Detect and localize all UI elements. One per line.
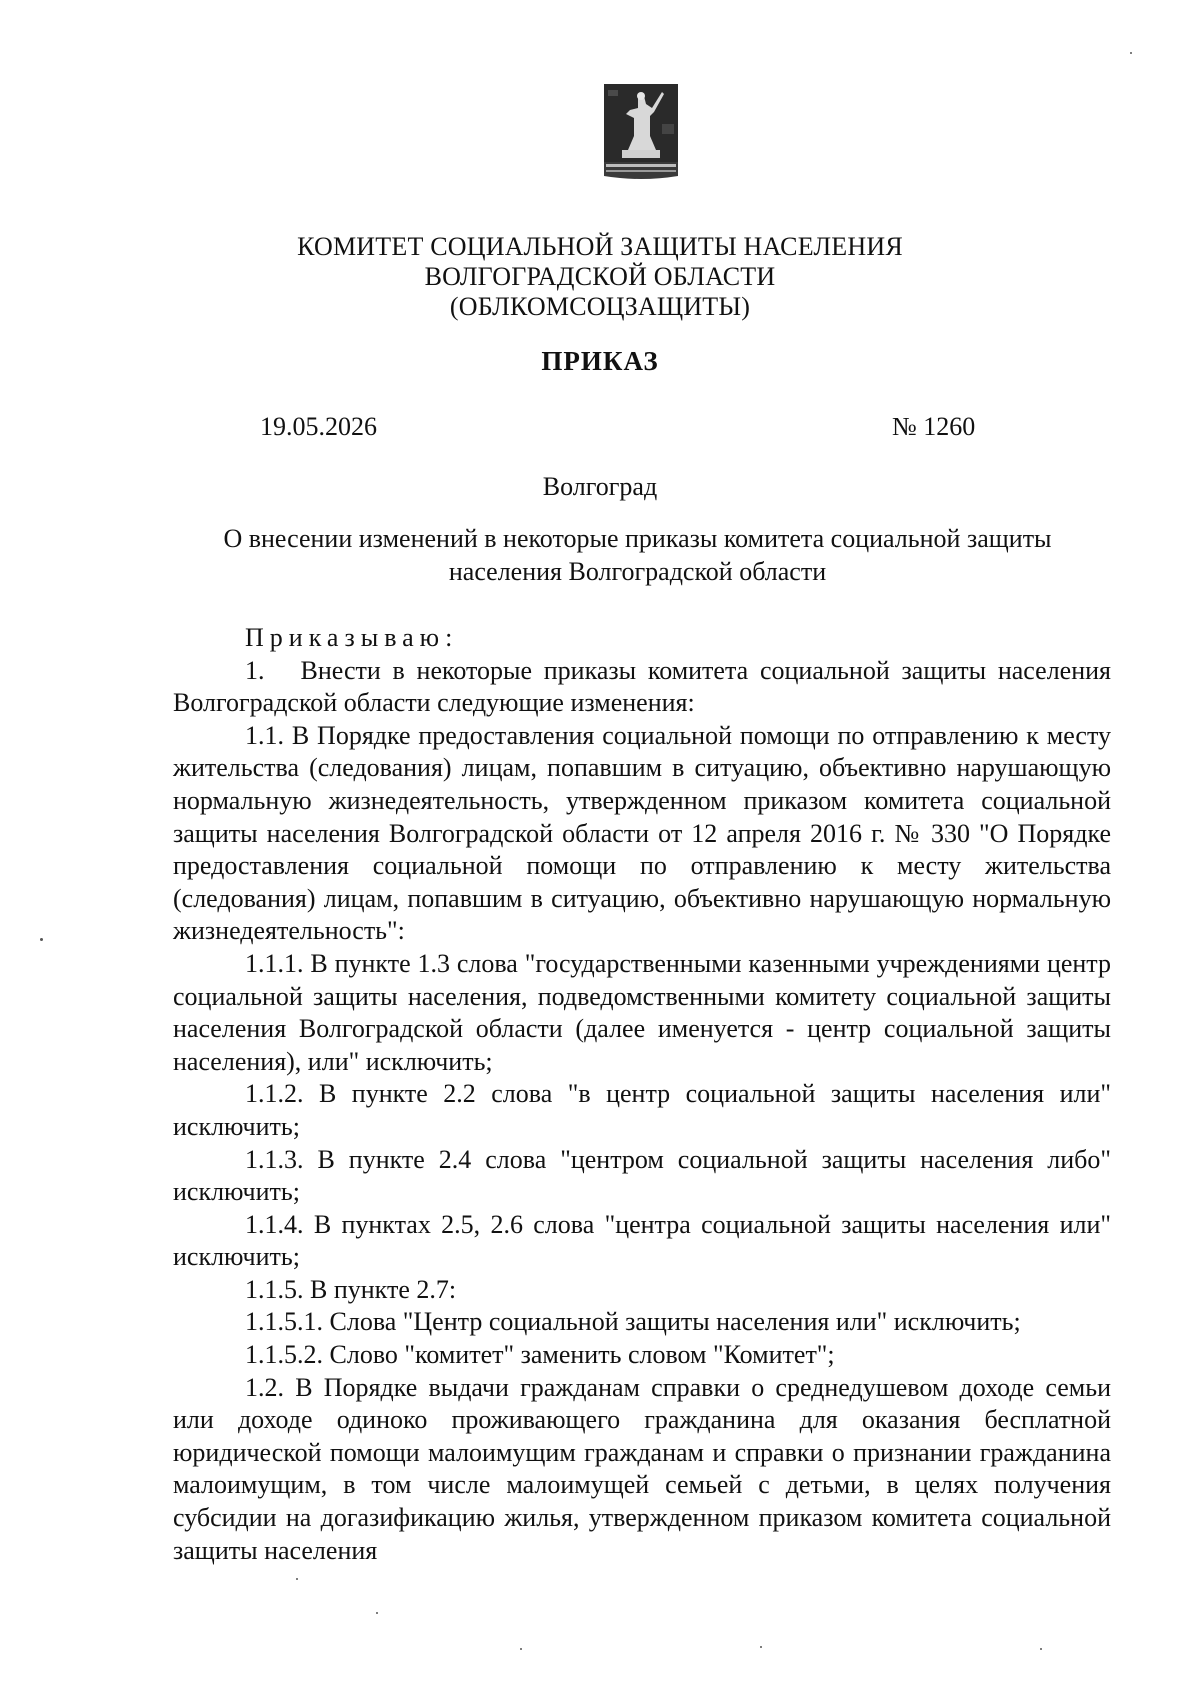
paragraph-1-1-2: 1.1.2. В пункте 2.2 слова "в центр социальной защиты населения или" исключить; xyxy=(173,1079,1111,1141)
committee-name-line2: ВОЛГОГРАДСКОЙ ОБЛАСТИ xyxy=(424,262,776,291)
committee-name-line1: КОМИТЕТ СОЦИАЛЬНОЙ ЗАЩИТЫ НАСЕЛЕНИЯ xyxy=(297,232,903,261)
scan-speck xyxy=(760,1646,762,1648)
scan-speck xyxy=(376,1612,378,1614)
order-number: № 1260 xyxy=(892,412,976,441)
scan-speck xyxy=(1130,52,1132,54)
scan-speck xyxy=(1040,1648,1042,1650)
scan-speck xyxy=(520,1648,522,1650)
volgograd-emblem-icon xyxy=(604,84,678,180)
paragraph-1-number: 1. xyxy=(245,655,265,685)
order-intro: Приказываю: xyxy=(245,623,459,652)
order-city: Волгоград xyxy=(542,472,658,501)
order-body xyxy=(173,622,1111,1567)
paragraph-1-1-5: 1.1.5. В пункте 2.7: xyxy=(245,1274,457,1304)
paragraph-1-1-5-1: 1.1.5.1. Слова "Центр социальной защиты населения или" исключить; xyxy=(245,1307,1021,1337)
paragraph-1-text: Внести в некоторые приказы комитета социальной защиты населения Волгоградской области следующие изменения: xyxy=(173,655,1111,718)
paragraph-1-1: 1.1. В Порядке предоставления социальной помощи по отправлению к месту жительства (следования) лицам, попавшим в ситуацию, объективно нарушающую нормальную жизнедеятельность, утвержденном приказом комитета социальной защиты населения Волгоградской области от 12 апреля 2016 г. № 330 "О Порядке предоставления социальной помощи по отправлению к месту жительства (следования) лицам, попавшим в ситуацию, объективно нарушающую нормальную жизнедеятельность": xyxy=(173,720,1111,946)
subject-line1: О внесении изменений в некоторые приказы комитета социальной защиты xyxy=(223,524,1052,553)
committee-abbreviation: (ОБЛКОМСОЦЗАЩИТЫ) xyxy=(449,292,751,321)
paragraph-1-1-3: 1.1.3. В пункте 2.4 слова "центром социальной защиты населения либо" исключить; xyxy=(173,1144,1111,1207)
order-date: 19.05.2026 xyxy=(260,412,377,441)
paragraph-1-1-1: 1.1.1. В пункте 1.3 слова "государственными казенными учреждениями центр социальной защиты населения, подведомственными комитету социальной защиты населения Волгоградской области (далее именуется - центр социальной защиты населения), или" исключить; xyxy=(173,948,1111,1076)
scan-speck xyxy=(296,1578,298,1580)
subject-line2: населения Волгоградской области xyxy=(448,557,827,586)
paragraph-1-1-5-2: 1.1.5.2. Слово "комитет" заменить словом "Комитет"; xyxy=(245,1340,835,1370)
order-subject xyxy=(175,522,1100,588)
paragraph-1-1-4: 1.1.4. В пунктах 2.5, 2.6 слова "центра социальной защиты населения или" исключить; xyxy=(173,1209,1111,1272)
scan-speck xyxy=(40,938,43,941)
paragraph-1-2: 1.2. В Порядке выдачи гражданам справки о среднедушевом доходе семьи или доходе одиноко проживающего гражданина для оказания бесплатной юридической помощи малоимущим гражданам и справки о признании гражданина малоимущим, в том числе малоимущей семьей с детьми, в целях получения субсидии на догазификацию жилья, утвержденном приказом комитета социальной защиты населения xyxy=(173,1372,1111,1565)
document-type-title: ПРИКАЗ xyxy=(541,346,659,376)
paragraph-1 xyxy=(173,655,1111,720)
